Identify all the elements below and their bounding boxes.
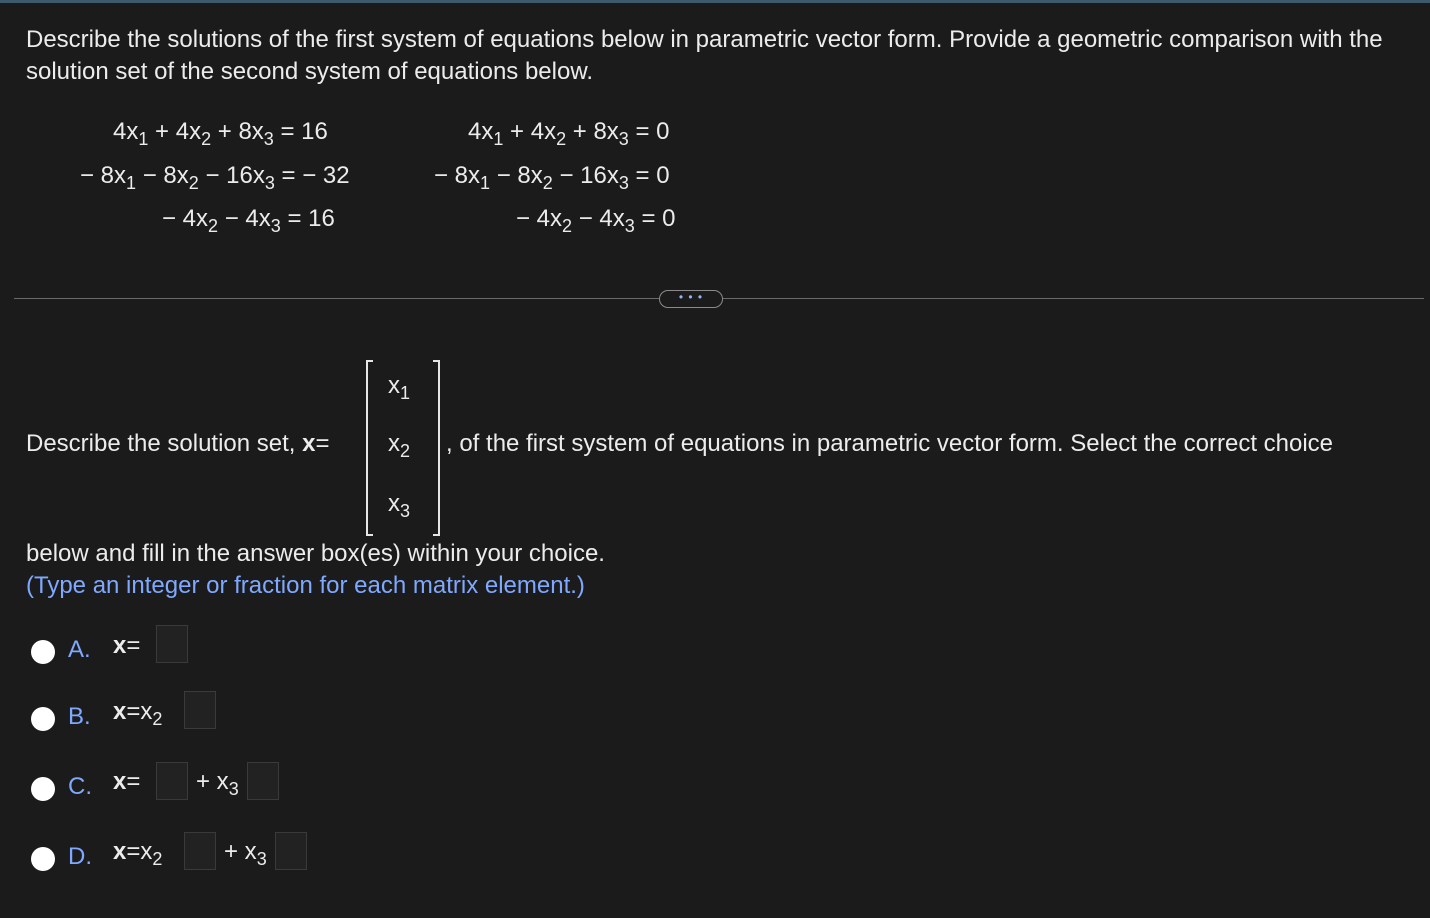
prompt-line1: Describe the solution set, x= bbox=[26, 430, 330, 457]
choice-d-letter: D. bbox=[68, 843, 92, 870]
solution-vector-matrix bbox=[366, 360, 440, 536]
system2-eq2: − $8x_1 - 8x_2 - 16x_3 = 0$ bbox=[434, 162, 670, 193]
question-text: Describe the solutions of the first system of equations below in parametric vector form. Provide a geometric comparison with the solution set of the second system of equations below. bbox=[26, 26, 1383, 85]
system2-eq1: $4x_1 + 4x_2 + 8x_3 = 0$ bbox=[468, 118, 670, 149]
matrix-entry-x1: $x_1$ bbox=[388, 372, 411, 403]
choice-d-radio[interactable] bbox=[31, 847, 55, 871]
choice-b-expression: $x=x_2$ bbox=[113, 698, 163, 729]
choice-d-expression-term: + $x_3$ bbox=[224, 838, 267, 869]
choice-a-radio[interactable] bbox=[31, 640, 55, 664]
prompt-line1-after: , of the first system of equations in parametric vector form. Select the correct choice bbox=[446, 430, 1334, 457]
choice-b-radio[interactable] bbox=[31, 707, 55, 731]
choice-c-expression-term: + $x_3$ bbox=[196, 768, 239, 799]
system2-eq3: − $4x_2 - 4x_3 = 0$ bbox=[516, 205, 676, 236]
choice-a-letter: A. bbox=[68, 636, 91, 663]
choice-d-answer-box-2[interactable] bbox=[275, 832, 307, 870]
input-hint: (Type an integer or fraction for each matrix element.) bbox=[26, 572, 585, 599]
choice-c-letter: C. bbox=[68, 773, 92, 800]
choice-a-expression: x= bbox=[113, 632, 141, 659]
system1-eq3: − $4x_2 - 4x_3 = 16$ bbox=[162, 205, 335, 236]
system1-eq1: $4x_1 + 4x_2 + 8x_3 = 16$ bbox=[113, 118, 328, 149]
matrix-entry-x3: $x_3$ bbox=[388, 490, 411, 521]
choice-a-answer-box[interactable] bbox=[156, 625, 188, 663]
top-accent-line bbox=[0, 0, 1430, 3]
left-bracket bbox=[366, 360, 373, 536]
prompt-line2: below and fill in the answer box(es) within your choice. bbox=[26, 540, 605, 567]
matrix-entry-x2: $x_2$ bbox=[388, 430, 411, 461]
choice-b-answer-box[interactable] bbox=[184, 691, 216, 729]
choice-c-radio[interactable] bbox=[31, 777, 55, 801]
choice-d-expression-lhs: $x=x_2$ bbox=[113, 838, 163, 869]
choice-c-expression-lhs: x= bbox=[113, 768, 141, 795]
choice-d-answer-box-1[interactable] bbox=[184, 832, 216, 870]
expand-ellipsis-button[interactable]: • • • bbox=[659, 290, 723, 308]
choice-c-answer-box-2[interactable] bbox=[247, 762, 279, 800]
choice-b-letter: B. bbox=[68, 703, 91, 730]
system1-eq2: − $8x_1 - 8x_2 - 16x_3$ = − 32 bbox=[80, 162, 350, 193]
choice-c-answer-box-1[interactable] bbox=[156, 762, 188, 800]
right-bracket bbox=[433, 360, 440, 536]
